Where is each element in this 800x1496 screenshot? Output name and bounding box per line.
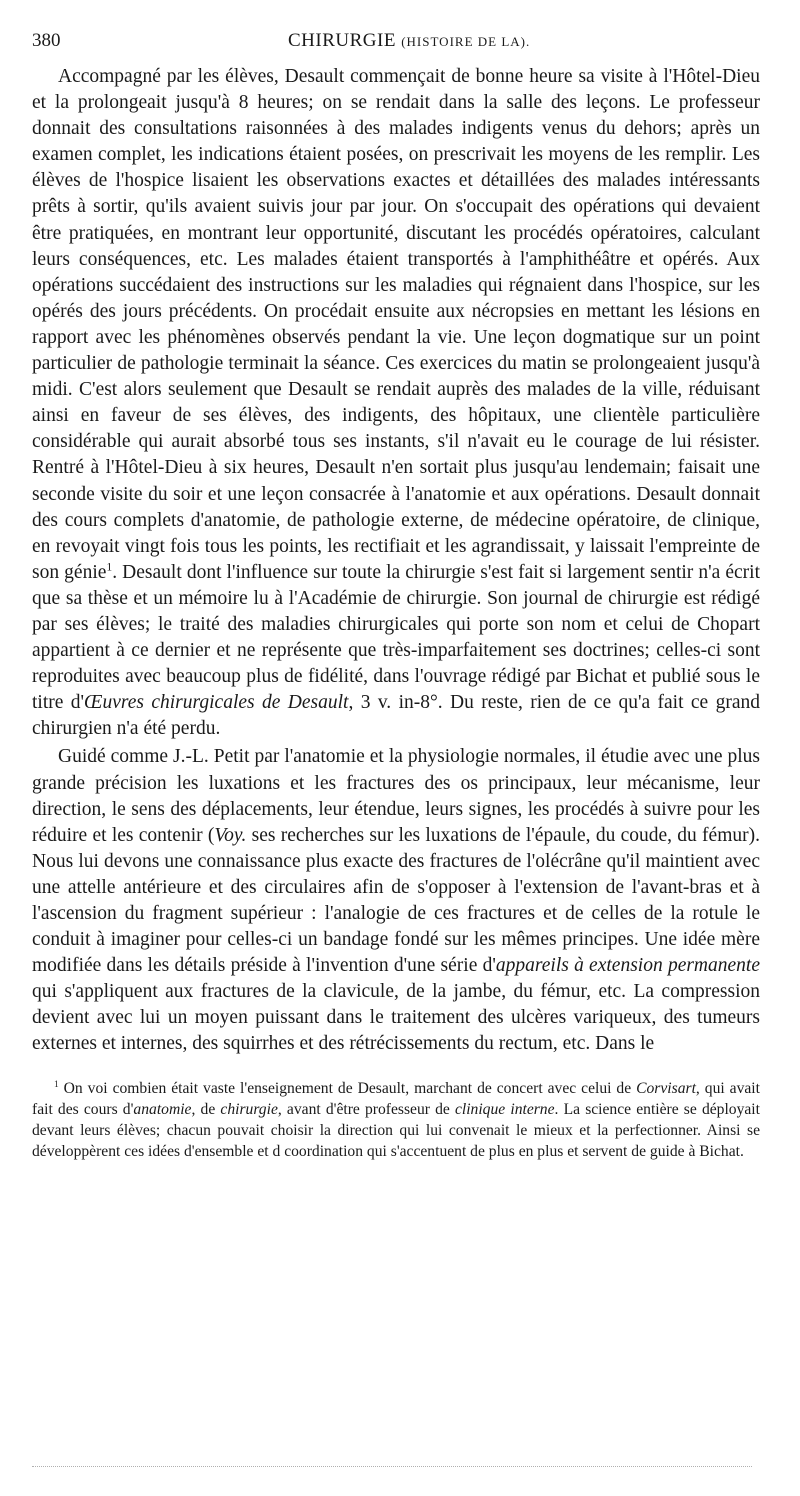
italic-text: Corvisart xyxy=(636,1079,696,1097)
running-title-subtitle: (HISTOIRE DE LA). xyxy=(401,34,531,49)
text-run: qui s'appliquent aux fractures de la clavicule, de la jambe, du fémur, etc. La compression devient avec lui un moyen puissant dans le traitement des ulcères variqueux, des tumeurs externes et internes, des squirrhes et des rétrécissements du rectum, etc. Dans le xyxy=(32,981,760,1055)
running-head xyxy=(32,30,760,64)
footnote-marker: 1 xyxy=(106,560,113,574)
paragraph xyxy=(32,64,760,742)
running-title xyxy=(288,30,530,52)
text-run: , de xyxy=(191,1100,221,1118)
text-run: ses recherches sur les luxations de l'épaule, du coude, du fémur). Nous lui devons une connaissance plus exacte des fractures de l'olécrâne qu'il maintient avec une attelle antérieure et des circulaires afin de s'opposer à l'extension de l'avant-bras et à l'ascension du fragment supérieur : l'analogie de ces fractures et de celles de la rotule le conduit à imaginer pour celles-ci un bandage fondé sur les mêmes principes. Une idée mère modifiée dans les détails préside à l'invention d'une série d' xyxy=(32,824,760,977)
text-run: , 3 v. in-8°. Du reste, rien de ce qu'a fait ce grand chirurgien n'a été perdu. xyxy=(32,692,760,740)
paragraph xyxy=(32,744,760,1057)
footnote-marker: 1 xyxy=(54,1079,59,1090)
bottom-dotted-rule xyxy=(32,1466,752,1467)
text-run: , qui avait fait des cours d' xyxy=(32,1079,760,1118)
italic-text: Œuvres chirurgicales de Desault xyxy=(84,692,349,714)
italic-text: Voy. xyxy=(214,824,247,846)
running-title-main: CHIRURGIE xyxy=(288,30,396,51)
body-text xyxy=(32,64,760,1058)
italic-text: clinique interne xyxy=(454,1100,555,1118)
text-run: . Desault dont l'influence sur toute la chirurgie s'est fait si largement sentir n'a écrit que sa thèse et un mémoire lu à l'Académie de chirurgie. Son journal de chirurgie est rédigé par ses élèves; le traité des maladies chirurgicales qui porte son nom et celui de Chopart appartient à ce dernier et ne représente que très-imparfaitement ses doctrines; celles-ci sont reproduites avec beaucoup plus de fidélité, dans l'ouvrage rédigé par Bichat et publié sous le titre d' xyxy=(32,561,760,714)
italic-text: chirurgie xyxy=(220,1100,278,1118)
italic-text: appareils à extension permanente xyxy=(495,955,760,977)
footnote xyxy=(32,1078,760,1162)
text-run: On voi combien était vaste l'enseignement de Desault, marchant de concert avec celui de xyxy=(58,1079,637,1097)
text-run: Accompagné par les élèves, Desault commençait de bonne heure sa visite à l'Hôtel-Dieu et la prolongeait jusqu'à 8 heures; on se rendait dans la salle des leçons. Le professeur donnait des consultations raisonnées à des malades indigents venus du dehors; après un examen complet, les indications étaient posées, on prescrivait les moyens de les remplir. Les élèves de l'hospice lisaient les observations exactes et détaillées des malades intéressants prêts à sortir, qu'ils avaient suivis jour par jour. On s'occupait des opérations qui devaient être pratiquées, en montrant leur opportunité, discutant les procédés opératoires, calculant leurs conséquences, etc. Les malades étaient transportés à l'amphithéâtre et opérés. Aux opérations succédaient des instructions sur les maladies qui régnaient dans l'hospice, sur les opérés des jours précédents. On procédait ensuite aux nécropsies en mettant les lésions en rapport avec les phénomènes observés pendant la vie. Une leçon dogmatique sur un point particulier de pathologie terminait la séance. Ces exercices du matin se prolongeaient jusqu'à midi. C'est alors seulement que Desault se rendait auprès des malades de la ville, réduisant ainsi en faveur de ses élèves, des indigents, des hôpitaux, une clientèle particulière considérable qui aurait absorbé tous ses instants, s'il n'avait eu le courage de lui résister. Rentré à l'Hôtel-Dieu à six heures, Desault n'en sortait plus jusqu'au lendemain; faisait une seconde visite du soir et une leçon consacrée à l'anatomie et aux opérations. Desault donnait des cours complets d'anatomie, de pathologie externe, de médecine opératoire, de clinique, en revoyait vingt fois tous les points, les rectifiait et les agrandissait, y laissait l'empreinte de son génie xyxy=(32,66,760,583)
italic-text: anatomie xyxy=(133,1100,192,1118)
text-run: Guidé comme J.-L. Petit par l'anatomie et la physiologie normales, il étudie avec une plus grande précision les luxations et les fractures des os principaux, leur mécanisme, leur direction, le sens des déplacements, leur étendue, leurs signes, les procédés à suivre pour les réduire et les contenir ( xyxy=(32,746,760,846)
footnotes xyxy=(32,1078,760,1162)
text-run: . La science entière se déployait devant leurs élèves; chacun pouvait choisir la direction qui lui convenait le mieux et la perfectionner. Ainsi se développèrent ces idées d'ensemble et d coordination qui s'accentuent de plus en plus et servent de guide à Bichat. xyxy=(32,1100,760,1160)
text-run: , avant d'être professeur de xyxy=(277,1100,455,1118)
page-number: 380 xyxy=(32,30,61,51)
